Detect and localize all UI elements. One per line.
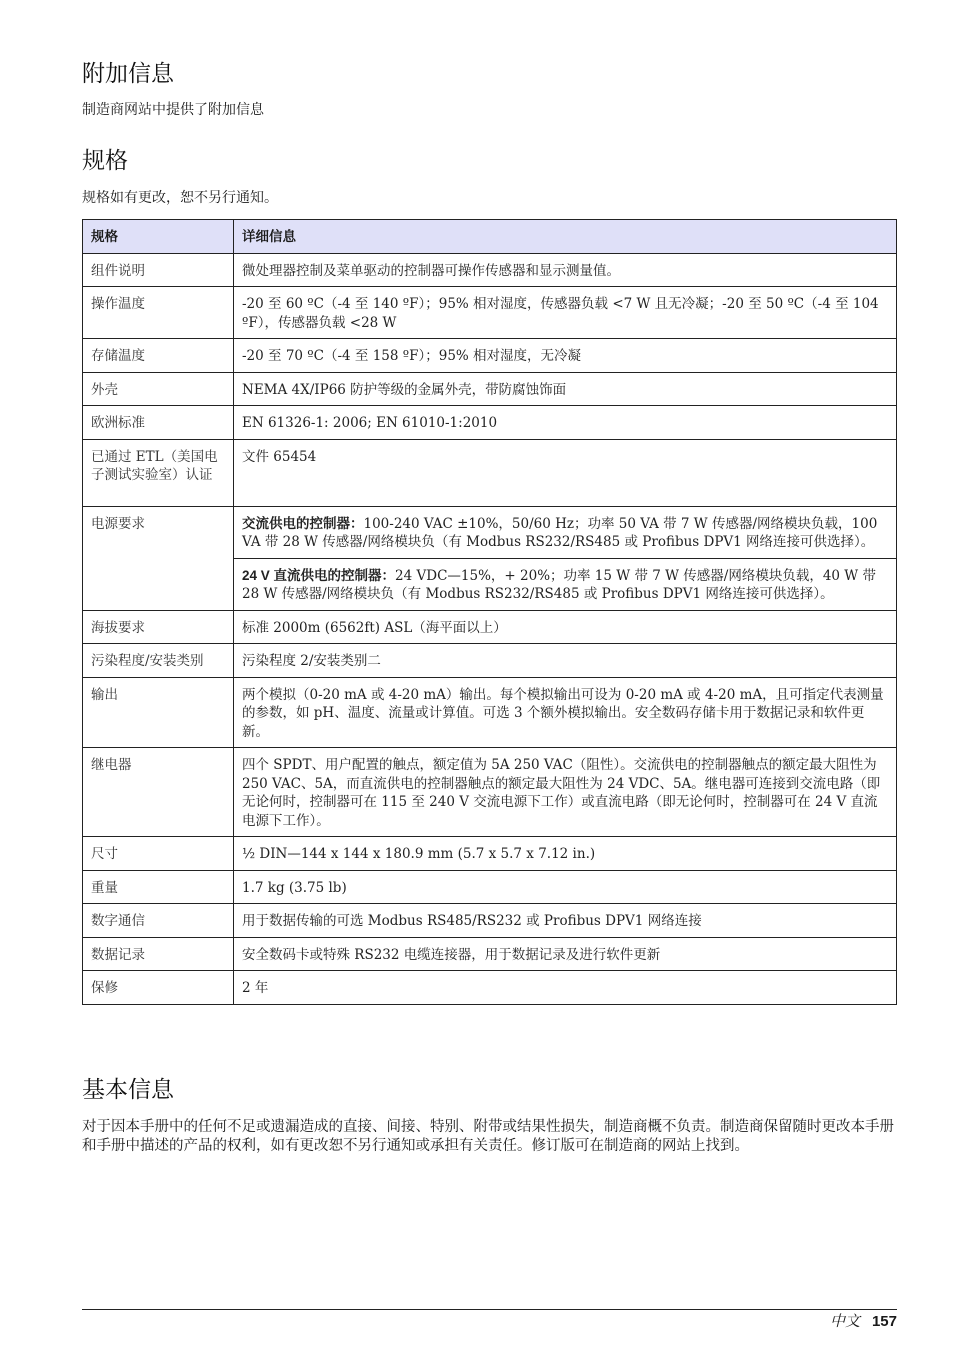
table-row — [83, 372, 897, 406]
table-row — [83, 506, 897, 558]
detail-cell: 2 年 — [234, 971, 897, 1005]
detail-cell: EN 61326-1: 2006; EN 61010-1:2010 — [234, 406, 897, 440]
detail-cell: -20 至 60 ºC（-4 至 140 ºF）；95% 相对湿度，传感器负载 <7 W 且无冷凝；-20 至 50 ºC（-4 至 104 ºF），传感器负载 <28 W — [234, 287, 897, 339]
spec-cell: 组件说明 — [83, 253, 234, 287]
spec-table-header-row — [83, 220, 897, 254]
spec-cell: 尺寸 — [83, 837, 234, 871]
detail-cell: 安全数码卡或特殊 RS232 电缆连接器，用于数据记录及进行软件更新 — [234, 937, 897, 971]
table-row — [83, 748, 897, 837]
table-row — [83, 837, 897, 871]
additional-info-text: 制造商网站中提供了附加信息 — [82, 102, 264, 118]
ac-power-label: 交流供电的控制器： — [242, 515, 364, 531]
footer-language: 中文 — [829, 1312, 860, 1330]
detail-cell: 微处理器控制及菜单驱动的控制器可操作传感器和显示测量值。 — [234, 253, 897, 287]
detail-cell-ac-power — [234, 506, 897, 558]
detail-cell-dc-power — [234, 558, 897, 610]
page-number: 157 — [871, 1313, 897, 1330]
detail-column-header: 详细信息 — [234, 220, 897, 254]
spec-cell: 数据记录 — [83, 937, 234, 971]
table-row — [83, 439, 897, 506]
basic-info-text: 对于因本手册中的任何不足或遗漏造成的直接、间接、特别、附带或结果性损失，制造商概不负责。制造商保留随时更改本手册和手册中描述的产品的权利，如有更改恕不另行通知或承担有关责任。修订版可在制造商的网站上找到。 — [82, 1119, 894, 1154]
spec-cell: 操作温度 — [83, 287, 234, 339]
spec-cell: 欧洲标准 — [83, 406, 234, 440]
spec-cell: 继电器 — [83, 748, 234, 837]
detail-cell: 1.7 kg (3.75 lb) — [234, 870, 897, 904]
spec-cell: 海拔要求 — [83, 610, 234, 644]
detail-cell: 用于数据传输的可选 Modbus RS485/RS232 或 Profibus DPV1 网络连接 — [234, 904, 897, 938]
table-row — [83, 971, 897, 1005]
detail-cell: 标准 2000m (6562ft) ASL（海平面以上） — [234, 610, 897, 644]
spec-cell: 重量 — [83, 870, 234, 904]
detail-cell: ½ DIN—144 x 144 x 180.9 mm (5.7 x 5.7 x 7.12 in.) — [234, 837, 897, 871]
spec-cell: 污染程度/安装类别 — [83, 644, 234, 678]
dc-power-label: 24 V 直流供电的控制器： — [242, 567, 396, 583]
spec-table — [82, 219, 897, 1005]
detail-cell: 污染程度 2/安装类别二 — [234, 644, 897, 678]
basic-info-heading: 基本信息 — [82, 1077, 174, 1103]
table-row — [83, 610, 897, 644]
detail-cell: 四个 SPDT、用户配置的触点，额定值为 5A 250 VAC（阻性）。交流供电的控制器触点的额定最大阻性为 250 VAC、5A，而直流供电的控制器触点的额定最大阻性为 24 VDC、5A。继电器可连接到交流电路（即无论何时，控制器可在 115 至 240 V 交流电源下工作）或直流电路（即无论何时，控制器可在 24 V 直流电源下工作）。 — [234, 748, 897, 837]
table-row — [83, 253, 897, 287]
table-row — [83, 870, 897, 904]
ac-power-detail: 100-240 VAC ±10%，50/60 Hz；功率 50 VA 带 7 W 传感器/网络模块负载，100 VA 带 28 W 传感器/网络模块负（有 Modbus RS232/RS485 或 Profibus DPV1 网络连接可供选择）。 — [242, 515, 878, 550]
footer-divider — [82, 1309, 897, 1310]
table-row — [83, 406, 897, 440]
detail-cell: -20 至 70 ºC（-4 至 158 ºF）；95% 相对湿度，无冷凝 — [234, 339, 897, 373]
spec-column-header: 规格 — [83, 220, 234, 254]
detail-cell: 文件 65454 — [234, 439, 897, 506]
spec-intro-text: 规格如有更改，恕不另行通知。 — [82, 190, 278, 206]
table-row — [83, 339, 897, 373]
detail-cell: NEMA 4X/IP66 防护等级的金属外壳，带防腐蚀饰面 — [234, 372, 897, 406]
page-footer — [830, 1311, 897, 1332]
dc-power-detail: 24 VDC—15%，+ 20%；功率 15 W 带 7 W 传感器/网络模块负载，40 W 带 28 W 传感器/网络模块负（有 Modbus RS232/RS485 或 Profibus DPV1 网络连接可供选择）。 — [242, 567, 876, 602]
table-row — [83, 644, 897, 678]
spec-cell: 存储温度 — [83, 339, 234, 373]
spec-cell: 电源要求 — [83, 506, 234, 610]
spec-cell: 保修 — [83, 971, 234, 1005]
table-row — [83, 677, 897, 748]
spec-cell: 外壳 — [83, 372, 234, 406]
spec-heading: 规格 — [82, 148, 128, 174]
spec-cell: 数字通信 — [83, 904, 234, 938]
spec-cell: 已通过 ETL（美国电子测试实验室）认证 — [83, 439, 234, 506]
detail-cell: 两个模拟（0-20 mA 或 4-20 mA）输出。每个模拟输出可设为 0-20 mA 或 4-20 mA，且可指定代表测量的参数，如 pH、温度、流量或计算值。可选 3 个额外模拟输出。安全数码存储卡用于数据记录和软件更新。 — [234, 677, 897, 748]
additional-info-heading: 附加信息 — [82, 61, 174, 87]
table-row — [83, 937, 897, 971]
table-row — [83, 904, 897, 938]
spec-cell: 输出 — [83, 677, 234, 748]
table-row — [83, 287, 897, 339]
